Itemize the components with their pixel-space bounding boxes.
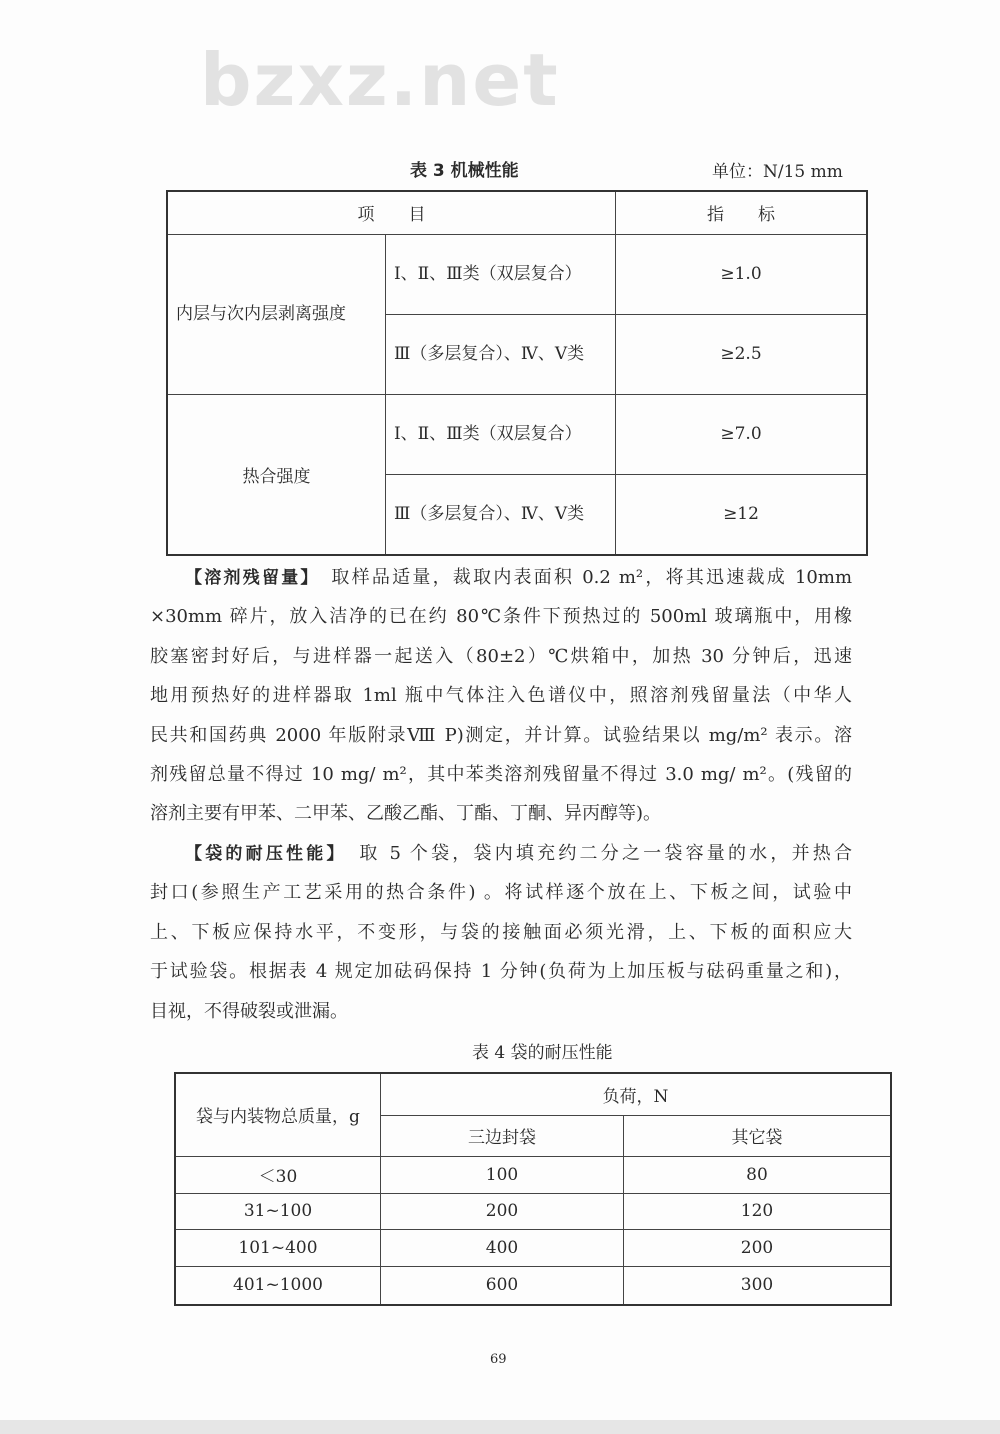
header-index: 指 标 xyxy=(616,191,867,234)
cell: ＜30 xyxy=(175,1156,381,1193)
cell: 200 xyxy=(381,1193,624,1229)
table-row xyxy=(175,1266,891,1305)
table-row xyxy=(167,394,867,474)
text-line: 取 5 个袋，袋内填充约二分之一袋容量的水，并热合 xyxy=(359,843,852,864)
type-cell: Ⅰ、Ⅱ、Ⅲ类（双层复合） xyxy=(385,234,615,314)
cell: 300 xyxy=(624,1266,892,1305)
header-other-bags: 其它袋 xyxy=(624,1115,892,1156)
table-pressure-resistance xyxy=(174,1072,892,1306)
group-name: 内层与次内层剥离强度 xyxy=(167,234,385,394)
table-row xyxy=(175,1193,891,1229)
header-three-side-seal: 三边封袋 xyxy=(381,1115,624,1156)
text-line: 封口(参照生产工艺采用的热合条件) 。将试样逐个放在上、下板之间，试验中 xyxy=(150,882,852,904)
cell: 120 xyxy=(624,1193,892,1229)
table-row xyxy=(175,1156,891,1193)
solvent-residue-paragraph xyxy=(150,558,852,834)
table-row xyxy=(175,1229,891,1266)
header-load: 负荷，N xyxy=(381,1073,892,1115)
value-cell: ≥12 xyxy=(616,474,867,555)
text-line: 目视，不得破裂或泄漏。 xyxy=(150,1000,348,1022)
table4-title: 表 4 袋的耐压性能 xyxy=(472,1043,613,1063)
watermark: bzxz.net xyxy=(200,38,560,122)
cell: 31~100 xyxy=(175,1193,381,1229)
text-line: 胶塞密封好后，与进样器一起送入（80±2）℃烘箱中，加热 30 分钟后，迅速 xyxy=(150,645,852,667)
section-heading: 【袋的耐压性能】 xyxy=(185,844,339,864)
text-line: 取样品适量，裁取内表面积 0.2 m²，将其迅速裁成 10mm xyxy=(331,567,852,588)
section-heading: 【溶剂残留量】 xyxy=(185,568,312,588)
cell: 100 xyxy=(381,1156,624,1193)
text-line: 剂残留总量不得过 10 mg/ m²，其中苯类溶剂残留量不得过 3.0 mg/ m²。(残留的 xyxy=(150,763,852,785)
text-line: 上、下板应保持水平，不变形，与袋的接触面必须光滑，上、下板的面积应大 xyxy=(150,921,852,943)
cell: 80 xyxy=(624,1156,892,1193)
bottom-bar xyxy=(0,1420,1000,1434)
text-line: ×30mm 碎片，放入洁净的已在约 80℃条件下预热过的 500ml 玻璃瓶中，用橡 xyxy=(150,606,852,628)
text-line: 民共和国药典 2000 年版附录Ⅷ P)测定，并计算。试验结果以 mg/m² 表示。溶 xyxy=(150,724,852,746)
table3-title: 表 3 机械性能 xyxy=(410,161,519,181)
cell: 600 xyxy=(381,1266,624,1305)
cell: 401~1000 xyxy=(175,1266,381,1305)
type-cell: Ⅲ（多层复合）、Ⅳ、Ⅴ类 xyxy=(385,474,615,555)
text-line: 于试验袋。根据表 4 规定加砝码保持 1 分钟(负荷为上加压板与砝码重量之和)， xyxy=(150,961,852,983)
value-cell: ≥2.5 xyxy=(616,314,867,394)
cell: 400 xyxy=(381,1229,624,1266)
header-mass: 袋与内装物总质量，g xyxy=(175,1073,381,1156)
text-line: 溶剂主要有甲苯、二甲苯、乙酸乙酯、丁酯、丁酮、异丙醇等)。 xyxy=(150,803,662,825)
page-number: 69 xyxy=(490,1352,507,1367)
group-name: 热合强度 xyxy=(167,394,385,555)
text-line: 地用预热好的进样器取 1ml 瓶中气体注入色谱仪中，照溶剂残留量法（中华人 xyxy=(150,685,852,707)
cell: 200 xyxy=(624,1229,892,1266)
table-row xyxy=(167,234,867,314)
type-cell: Ⅲ（多层复合）、Ⅳ、Ⅴ类 xyxy=(385,314,615,394)
pressure-resistance-paragraph xyxy=(150,834,852,1031)
cell: 101~400 xyxy=(175,1229,381,1266)
value-cell: ≥7.0 xyxy=(616,394,867,474)
header-item: 项 目 xyxy=(167,191,616,234)
value-cell: ≥1.0 xyxy=(616,234,867,314)
table-mechanical-properties xyxy=(166,190,868,556)
table3-unit: 单位：N/15 mm xyxy=(712,162,843,182)
type-cell: Ⅰ、Ⅱ、Ⅲ类（双层复合） xyxy=(385,394,615,474)
